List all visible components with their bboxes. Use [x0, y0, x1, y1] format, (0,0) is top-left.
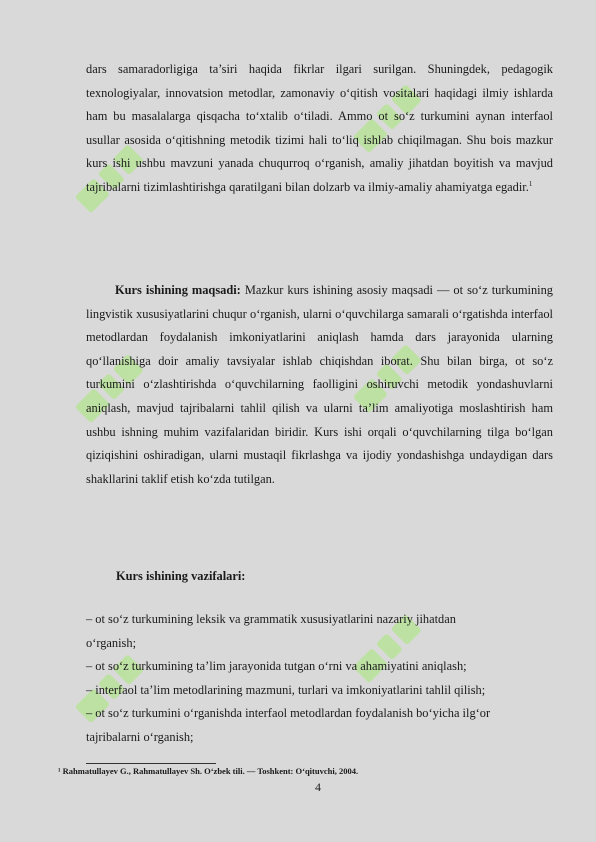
intro-text: dars samaradorligiga ta’siri haqida fikrlar ilgari surilgan. Shuningdek, pedagogik texnologiyalar, innovatsion metodlar, zamonaviy o‘qitish vositalari haqidagi ilmiy ishlarda ham bu masalalarga qisqacha to‘xtalib o‘tiladi. Ammo ot so‘z turkumini aynan interfaol usullar asosida o‘qitishning metodik tizimi hali to‘liq ishlab chiqilmagan. Shu bois mazkur kurs ishi ushbu mavzuni yanada chuqurroq o‘rganish, amaliy jihatdan boyitish va mavjud tajribalarni tizimlashtirishga qaratilgani bilan dolzarb va ilmiy-amaliy ahamiyatga egadir. — [86, 62, 553, 194]
list-item: – interfaol ta’lim metodlarining mazmuni, turlari va imkoniyatlarini tahlil qilish; — [86, 682, 486, 697]
list-item: o‘rganish; — [86, 635, 137, 650]
list-item: – ot so‘z turkumining leksik va grammatik xususiyatlarini nazariy jihatdan — [86, 612, 456, 626]
goal-paragraph — [86, 279, 553, 491]
intro-paragraph — [86, 58, 553, 200]
tasks-list — [86, 608, 556, 750]
footnote-divider — [86, 763, 216, 764]
list-item: – ot so‘z turkumining ta’lim jarayonida tutgan o‘rni va ahamiyatini aniqlash; — [86, 659, 467, 674]
tasks-heading: Kurs ishining vazifalari: — [116, 569, 246, 583]
list-item: tajribalarni o‘rganish; — [86, 729, 194, 744]
footnote-ref: 1 — [528, 179, 533, 188]
goal-lead: Kurs ishining maqsadi: — [115, 283, 241, 297]
page-number: 4 — [315, 780, 321, 794]
footnote: ¹ Rahmatullayev G., Rahmatullayev Sh. O‘zbek tili. — Toshkent: O‘qituvchi, 2004. — [58, 766, 359, 776]
goal-text: Mazkur kurs ishining asosiy maqsadi — ot so‘z turkumining lingvistik xususiyatlarini chuqur o‘rganish, ularni o‘quvchilarga samarali o‘rgatishda interfaol metodlardan foydalanish imkoniyatlarini aniqlash hamda dars jarayonida ularning qo‘llanishiga doir amaliy tavsiyalar ishlab chiqishdan iborat. Shu bilan birga, ot so‘z turkumini o‘zlashtirishda o‘quvchilarning faolligini oshiruvchi metodik yondashuvlarni aniqlash, mavjud tajribalarni tahlil qilish va ularni ta’lim amaliyotiga moslashtirish ham ushbu ishning muhim vazifalaridan biridir. Kurs ishi orqali o‘quvchilarning tilga bo‘lgan qiziqishini oshiradigan, ularni mustaqil fikrlashga va ijodiy yondashishga undaydigan dars shakllarini taklif etish ko‘zda tutilgan. — [86, 283, 553, 486]
list-item: – ot so‘z turkumini o‘rganishda interfaol metodlardan foydalanish bo‘yicha ilg‘or — [86, 706, 491, 721]
